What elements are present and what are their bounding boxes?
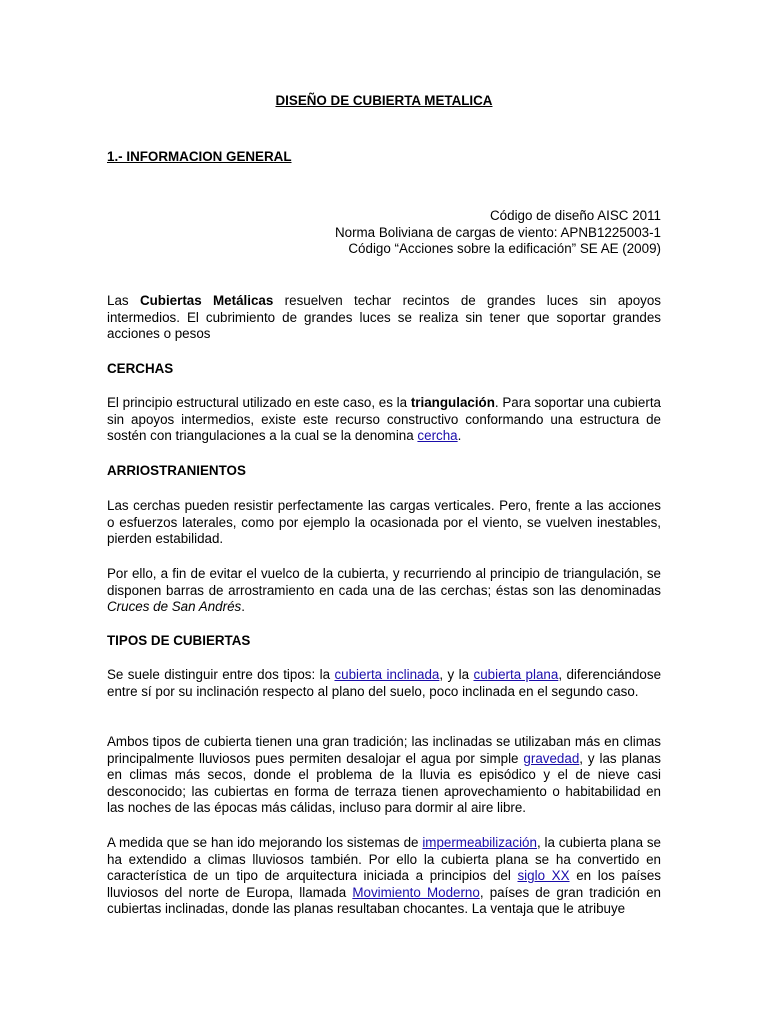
tipos1-text-b: , y la — [439, 667, 474, 682]
heading-arriostranientos: ARRIOSTRANIENTOS — [107, 463, 246, 478]
tipos2-text-b: , y las planas en climas más secos, donde el problema de la lluvia es episódico y el de nieve casi desconocido; las cubiertas en forma de terraza tienen aprovechamiento o habitabilidad en las noches de las épocas más cálidas, incluso para dormir al aire libre. — [107, 750, 662, 816]
tipos3-text-d: , países de gran tradición en cubiertas inclinadas, donde las planas resultaban chocantes. La ventaja que le atribuye — [107, 884, 661, 917]
heading-cerchas: CERCHAS — [107, 361, 174, 376]
code-ref-aisc: Código de diseño AISC 2011 — [490, 208, 661, 223]
code-ref-norma: Norma Boliviana de cargas de viento: APNB1225003-1 — [334, 224, 661, 240]
heading-tipos: TIPOS DE CUBIERTAS — [107, 633, 251, 648]
section-heading-general: 1.- INFORMACION GENERAL — [107, 149, 292, 164]
tipos3-text-b: , la cubierta plana se ha extendido a climas lluviosos también. Por ello la cubierta plana se ha convertido en característica de un tipo de arquitectura iniciada a principios del — [107, 835, 662, 884]
link-cubierta-plana[interactable]: cubierta plana — [473, 667, 559, 682]
arriost-paragraph-2 — [107, 566, 661, 616]
design-codes-block — [335, 208, 661, 258]
intro-text-c: resuelven techar recintos de grandes luces sin apoyos intermedios. El cubrimiento de grandes luces se realiza sin tener que soportar grandes acciones o pesos — [107, 293, 661, 342]
cerchas-paragraph — [107, 395, 661, 445]
tipos2-text-a: Ambos tipos de cubierta tienen una gran tradición; las inclinadas se utilizaban más en climas principalmente lluviosos pues permiten desalojar el agua por simple — [107, 734, 661, 766]
tipos3-text-c: en los países lluviosos del norte de Europa, llamada — [107, 868, 661, 900]
tipos-paragraph-1 — [107, 667, 661, 700]
tipos-paragraph-3 — [107, 835, 661, 918]
cerchas-text-c: . Para soportar una cubierta sin apoyos intermedios, existe este recurso constructivo conformando una estructura de sostén con triangulaciones a la cual se la denomina — [107, 395, 661, 444]
link-movimiento-moderno[interactable]: Movimiento Moderno — [352, 884, 480, 900]
tipos1-text-a: Se suele distinguir entre dos tipos: la — [107, 667, 335, 682]
intro-paragraph — [107, 293, 661, 343]
intro-bold-term: Cubiertas Metálicas — [139, 293, 274, 308]
cerchas-text-d: . — [457, 428, 462, 444]
arriost2-text-c: . — [241, 599, 245, 615]
tipos-paragraph-2 — [107, 734, 661, 817]
link-cubierta-inclinada[interactable]: cubierta inclinada — [334, 667, 440, 682]
arriost2-italic-term: Cruces de San Andrés — [107, 599, 242, 615]
cerchas-bold-term: triangulación — [410, 395, 495, 410]
arriost2-text-a: Por ello, a fin de evitar el vuelco de la cubierta, y recurriendo al principio de triangulación, se disponen barras de arrostramiento en cada una de las cerchas; éstas son las denominadas — [107, 566, 661, 598]
arriost-text-1: Las cerchas pueden resistir perfectamente las cargas verticales. Pero, frente a las acciones o esfuerzos laterales, como por ejemplo la ocasionada por el viento, se vuelven inestables, pierden estabilidad. — [107, 498, 661, 547]
cerchas-text-a: El principio estructural utilizado en este caso, es la — [107, 395, 411, 410]
link-impermeabilizacion[interactable]: impermeabilización — [422, 835, 537, 850]
tipos1-text-c: , diferenciándose entre sí por su inclinación respecto al plano del suelo, poco inclinada en el segundo caso. — [107, 667, 662, 699]
tipos3-text-a: A medida que se han ido mejorando los sistemas de — [107, 835, 423, 850]
intro-text-a: Las — [107, 293, 140, 308]
link-gravedad[interactable]: gravedad — [523, 750, 580, 766]
arriost-paragraph-1 — [107, 498, 661, 548]
document-title: DISEÑO DE CUBIERTA METALICA — [275, 93, 493, 108]
link-cercha[interactable]: cercha — [417, 428, 458, 444]
link-siglo-xx[interactable]: siglo XX — [517, 868, 570, 884]
code-ref-acciones: Código “Acciones sobre la edificación” SE AE (2009) — [348, 241, 661, 257]
